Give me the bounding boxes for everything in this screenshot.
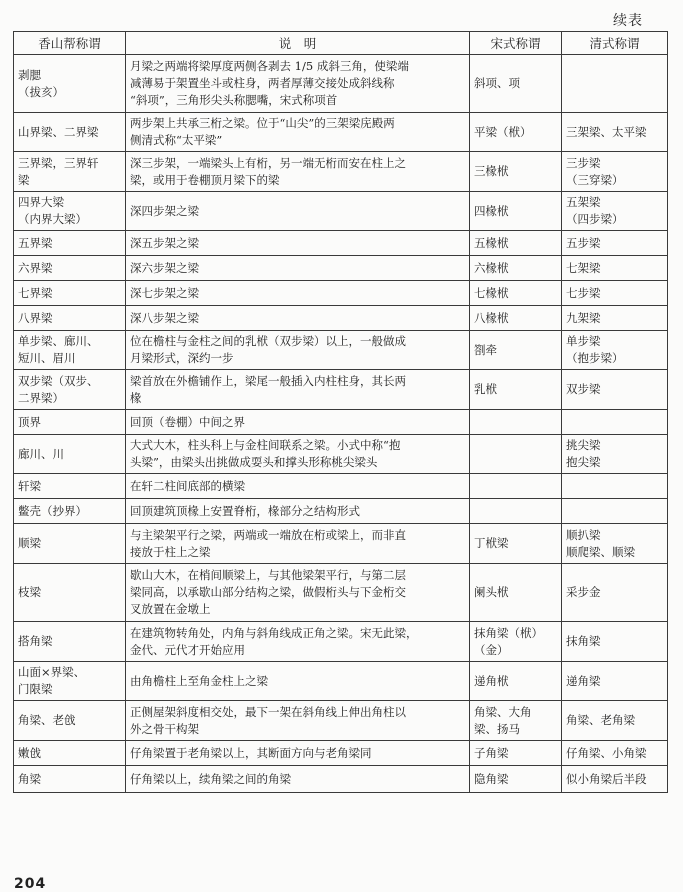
- cell-line: 挑尖梁: [566, 438, 601, 452]
- cell-song-term: [470, 741, 562, 766]
- beam-terms-table: [13, 31, 668, 793]
- cell-line: 递角栿: [474, 673, 509, 688]
- cell-qing-term: [562, 622, 668, 662]
- cell-xiangshan-term: [14, 524, 126, 564]
- cell-line: 深三步架，一端梁头上有桁，另一端无桁而安在柱上之: [130, 155, 406, 170]
- cell-line: 三椽栿: [474, 164, 509, 178]
- cell-qing-term: [562, 499, 668, 524]
- cell-qing-term: [562, 306, 668, 331]
- cell-qing-term: [562, 524, 668, 564]
- cell-xiangshan-term: [14, 113, 126, 152]
- cell-line: 五椽栿: [474, 235, 509, 250]
- cell-qing-term: [562, 741, 668, 766]
- cell-line: 山面×界梁、: [18, 665, 86, 679]
- cell-line: 在建筑物转角处，内角与斜角线成正角之梁。宋无此梁，: [130, 625, 418, 640]
- table-row: [14, 281, 668, 306]
- cell-xiangshan-term: [14, 564, 126, 622]
- cell-line: 平梁（栿）: [474, 124, 532, 139]
- table-row: [14, 152, 668, 192]
- cell-xiangshan-term: [14, 622, 126, 662]
- header-qing: 清式称谓: [562, 32, 668, 55]
- table-row: [14, 55, 668, 113]
- cell-line: 三步梁: [566, 155, 601, 170]
- cell-description: [126, 370, 470, 410]
- cell-song-term: [470, 231, 562, 256]
- cell-song-term: [470, 113, 562, 152]
- table-row: [14, 331, 668, 370]
- cell-line: 七架梁: [566, 260, 601, 275]
- cell-line: 抹角梁: [566, 634, 601, 648]
- cell-qing-term: [562, 766, 668, 793]
- cell-line: 梁，或用于卷棚顶月梁下的梁: [130, 172, 280, 187]
- cell-line: 深四步架之梁: [130, 203, 199, 218]
- cell-description: [126, 281, 470, 306]
- cell-line: 回顶建筑顶椽上安置脊桁，椽部分之结构形式: [130, 503, 360, 518]
- table-row: [14, 741, 668, 766]
- cell-line: 梁: [18, 172, 30, 187]
- cell-line: “斜项”，三角形尖头称腮嘴，宋式称项首: [130, 93, 338, 107]
- cell-line: 山界梁、二界梁: [18, 124, 99, 139]
- cell-line: 八界梁: [18, 310, 53, 325]
- cell-song-term: [470, 281, 562, 306]
- table-row: [14, 499, 668, 524]
- cell-line: 月梁形式，深约一步: [130, 351, 234, 365]
- cell-line: （三穿梁）: [566, 172, 624, 187]
- table-row: [14, 701, 668, 741]
- header-xiangshan: 香山帮称谓: [14, 32, 126, 55]
- cell-xiangshan-term: [14, 152, 126, 192]
- table-row: [14, 662, 668, 701]
- cell-line: 侧清式称“太平梁”: [130, 133, 223, 147]
- cell-line: 抹角梁（栿）: [474, 625, 543, 640]
- cell-line: 剥腮: [18, 67, 41, 82]
- cell-qing-term: [562, 256, 668, 281]
- cell-description: [126, 192, 470, 231]
- cell-line: 与主梁架平行之梁，两端或一端放在桁或梁上，而非直: [130, 527, 406, 542]
- cell-line: 顺爬梁、顺梁: [566, 544, 635, 559]
- cell-line: 椽: [130, 390, 142, 405]
- cell-description: [126, 113, 470, 152]
- cell-line: 鳖壳（抄界）: [18, 503, 87, 518]
- cell-description: [126, 701, 470, 741]
- cell-qing-term: [562, 435, 668, 474]
- cell-song-term: [470, 435, 562, 474]
- cell-xiangshan-term: [14, 701, 126, 741]
- cell-qing-term: [562, 192, 668, 231]
- cell-line: 八椽栿: [474, 310, 509, 325]
- table-row: [14, 256, 668, 281]
- table-row: [14, 306, 668, 331]
- cell-line: 仔角梁、小角梁: [566, 745, 647, 760]
- cell-qing-term: [562, 113, 668, 152]
- cell-xiangshan-term: [14, 435, 126, 474]
- cell-qing-term: [562, 370, 668, 410]
- table-row: [14, 113, 668, 152]
- cell-qing-term: [562, 281, 668, 306]
- cell-description: [126, 435, 470, 474]
- cell-xiangshan-term: [14, 474, 126, 499]
- cell-qing-term: [562, 410, 668, 435]
- cell-line: 回顶（卷棚）中间之界: [130, 414, 245, 429]
- cell-line: 梁同高，以承歇山部分结构之梁，做假桁头与下金桁交: [130, 585, 406, 599]
- table-row: [14, 474, 668, 499]
- cell-xiangshan-term: [14, 741, 126, 766]
- cell-line: 嫩戗: [18, 745, 41, 760]
- cell-song-term: [470, 766, 562, 793]
- cell-qing-term: [562, 474, 668, 499]
- cell-xiangshan-term: [14, 256, 126, 281]
- cell-description: [126, 499, 470, 524]
- cell-xiangshan-term: [14, 306, 126, 331]
- cell-line: 七步梁: [566, 285, 601, 300]
- cell-description: [126, 622, 470, 662]
- cell-line: 顶界: [18, 414, 41, 429]
- cell-line: 减薄易于架置坐斗或柱身，两者厚薄交接处成斜线称: [130, 76, 395, 90]
- cell-line: 角梁、大角: [474, 704, 532, 719]
- cell-line: 顺梁: [18, 536, 41, 550]
- cell-line: 深七步架之梁: [130, 285, 199, 300]
- cell-line: 接放于柱上之梁: [130, 544, 211, 559]
- cell-qing-term: [562, 231, 668, 256]
- cell-description: [126, 306, 470, 331]
- cell-song-term: [470, 55, 562, 113]
- cell-line: 二界梁）: [18, 390, 64, 405]
- cell-description: [126, 741, 470, 766]
- table-row: [14, 192, 668, 231]
- cell-qing-term: [562, 701, 668, 741]
- cell-xiangshan-term: [14, 55, 126, 113]
- cell-line: 角梁、老戗: [18, 713, 76, 727]
- cell-line: 双步梁（双步、: [18, 373, 99, 388]
- cell-qing-term: [562, 55, 668, 113]
- cell-line: 劄牵: [474, 342, 497, 357]
- cell-song-term: [470, 192, 562, 231]
- cell-description: [126, 524, 470, 564]
- cell-line: 短川、眉川: [18, 351, 76, 365]
- cell-description: [126, 55, 470, 113]
- cell-line: （金）: [474, 642, 509, 657]
- table-row: [14, 370, 668, 410]
- cell-description: [126, 256, 470, 281]
- cell-line: 金代、元代才开始应用: [130, 642, 245, 657]
- cell-line: 枝梁: [18, 585, 41, 599]
- cell-xiangshan-term: [14, 662, 126, 701]
- cell-description: [126, 152, 470, 192]
- cell-line: 六椽栿: [474, 260, 509, 275]
- cell-song-term: [470, 564, 562, 622]
- cell-description: [126, 564, 470, 622]
- cell-line: 正侧屋架斜度相交处，最下一架在斜角线上伸出角柱以: [130, 704, 406, 719]
- cell-xiangshan-term: [14, 231, 126, 256]
- cell-song-term: [470, 306, 562, 331]
- cell-line: 梁、扬马: [474, 721, 520, 736]
- cell-line: 九架梁: [566, 310, 601, 325]
- header-row: [14, 32, 668, 55]
- cell-description: [126, 331, 470, 370]
- cell-song-term: [470, 524, 562, 564]
- continued-label: 续表: [613, 13, 643, 29]
- cell-line: 六界梁: [18, 260, 53, 275]
- cell-line: （拔亥）: [18, 84, 64, 99]
- cell-line: 斜项、项: [474, 76, 520, 90]
- cell-xiangshan-term: [14, 331, 126, 370]
- cell-line: 子角梁: [474, 745, 509, 760]
- cell-qing-term: [562, 564, 668, 622]
- cell-qing-term: [562, 152, 668, 192]
- cell-qing-term: [562, 662, 668, 701]
- cell-xiangshan-term: [14, 499, 126, 524]
- cell-line: 七界梁: [18, 285, 53, 300]
- cell-song-term: [470, 499, 562, 524]
- cell-line: 抱尖梁: [566, 455, 601, 469]
- cell-line: 丁栿梁: [474, 536, 509, 550]
- cell-line: 门限梁: [18, 682, 53, 696]
- cell-line: 深六步架之梁: [130, 260, 199, 275]
- cell-song-term: [470, 622, 562, 662]
- header-description: 说 明: [126, 32, 470, 55]
- cell-line: 似小角梁后半段: [566, 771, 647, 786]
- cell-line: 五界梁: [18, 235, 53, 250]
- cell-line: 仔角梁置于老角梁以上，其断面方向与老角梁同: [130, 745, 372, 760]
- cell-line: 单步梁、廊川、: [18, 334, 99, 348]
- cell-xiangshan-term: [14, 766, 126, 793]
- cell-line: 角梁、老角梁: [566, 713, 635, 727]
- cell-line: 月梁之两端将梁厚度两侧各剥去 1/5 成斜三角，使梁端: [130, 59, 409, 73]
- cell-line: 外之骨干构架: [130, 721, 199, 736]
- cell-line: 递角梁: [566, 673, 601, 688]
- cell-line: 轩梁: [18, 478, 41, 493]
- cell-qing-term: [562, 331, 668, 370]
- cell-line: 搭角梁: [18, 634, 53, 648]
- cell-line: 单步梁: [566, 334, 601, 348]
- cell-line: 在轩二柱间底部的横梁: [130, 478, 245, 493]
- cell-line: 四椽栿: [474, 203, 509, 218]
- cell-xiangshan-term: [14, 192, 126, 231]
- cell-song-term: [470, 410, 562, 435]
- cell-line: 乳栿: [474, 382, 497, 396]
- cell-description: [126, 410, 470, 435]
- cell-line: 廊川、川: [18, 446, 64, 461]
- cell-line: 五步梁: [566, 235, 601, 250]
- cell-description: [126, 766, 470, 793]
- table-row: [14, 564, 668, 622]
- page-number: 204: [14, 876, 47, 892]
- cell-line: 七椽栿: [474, 285, 509, 300]
- cell-xiangshan-term: [14, 281, 126, 306]
- cell-line: 大式大木，柱头科上与金柱间联系之梁。小式中称“抱: [130, 438, 401, 452]
- cell-description: [126, 231, 470, 256]
- cell-line: 顺扒梁: [566, 527, 601, 542]
- cell-line: 五架梁: [566, 195, 601, 209]
- header-song: 宋式称谓: [470, 32, 562, 55]
- table-row: [14, 410, 668, 435]
- cell-song-term: [470, 701, 562, 741]
- cell-line: 采步金: [566, 585, 601, 599]
- cell-line: 深五步架之梁: [130, 235, 199, 250]
- table-row: [14, 435, 668, 474]
- cell-line: 头梁”，由梁头出挑做成耍头和撑头形称桃尖梁头: [130, 455, 378, 469]
- cell-xiangshan-term: [14, 410, 126, 435]
- cell-line: 位在檐柱与金柱之间的乳栿（双步梁）以上，一般做成: [130, 334, 406, 348]
- cell-song-term: [470, 152, 562, 192]
- cell-line: 梁首放在外檐铺作上，梁尾一般插入内柱柱身，其长两: [130, 373, 406, 388]
- cell-line: 隐角梁: [474, 771, 509, 786]
- table-row: [14, 766, 668, 793]
- cell-line: 三架梁、太平梁: [566, 124, 647, 139]
- table-row: [14, 524, 668, 564]
- table-row: [14, 622, 668, 662]
- cell-line: 仔角梁以上，续角梁之间的角梁: [130, 771, 291, 786]
- cell-line: 双步梁: [566, 382, 601, 396]
- cell-line: 歇山大木，在梢间顺梁上，与其他梁架平行，与第二层: [130, 568, 406, 582]
- cell-line: （四步梁）: [566, 212, 624, 226]
- cell-line: 角梁: [18, 771, 41, 786]
- cell-line: （内界大梁）: [18, 212, 87, 226]
- cell-song-term: [470, 256, 562, 281]
- cell-song-term: [470, 474, 562, 499]
- cell-line: 由角檐柱上至角金柱上之梁: [130, 673, 268, 688]
- cell-xiangshan-term: [14, 370, 126, 410]
- cell-song-term: [470, 370, 562, 410]
- cell-line: 叉放置在金墩上: [130, 602, 211, 616]
- cell-song-term: [470, 331, 562, 370]
- cell-line: （抱步梁）: [566, 351, 624, 365]
- table-row: [14, 231, 668, 256]
- cell-line: 阑头栿: [474, 585, 509, 599]
- cell-description: [126, 662, 470, 701]
- cell-song-term: [470, 662, 562, 701]
- cell-description: [126, 474, 470, 499]
- cell-line: 两步架上共承三桁之梁。位于“山尖”的三架梁庑殿两: [130, 116, 395, 130]
- cell-line: 深八步架之梁: [130, 310, 199, 325]
- cell-line: 四界大梁: [18, 195, 64, 209]
- cell-line: 三界梁，三界轩: [18, 155, 99, 170]
